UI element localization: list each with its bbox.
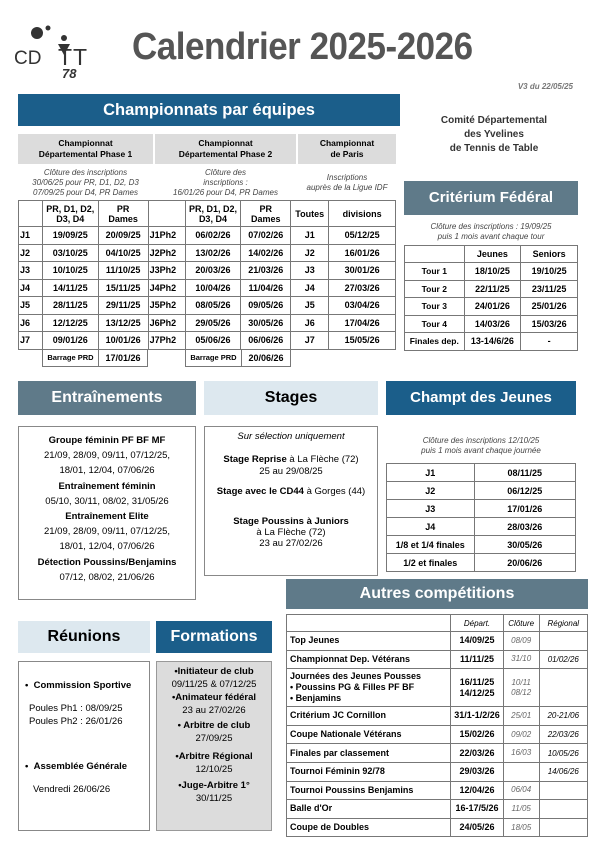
autres-cloture: 18/05 <box>503 818 539 837</box>
champ-cell: 29/05/26 <box>185 314 241 332</box>
champ-cell: 13/02/26 <box>185 244 241 262</box>
stages-subtitle: Sur sélection uniquement <box>237 431 345 442</box>
jeunes-row <box>387 554 576 572</box>
autres-dep: 12/04/26 <box>451 781 504 800</box>
reunion-1-line-2: Poules Ph2 : 26/01/26 <box>29 716 123 727</box>
stage-3-dates: 23 au 27/02/26 <box>259 538 323 549</box>
stage-1-place: à La Flèche (72) <box>286 454 359 465</box>
crit-cell: 15/03/26 <box>521 315 578 333</box>
champ-cell: J2 <box>291 244 329 262</box>
criterium-note: Clôture des inscriptions : 19/09/25 puis 1 mois avant chaque tour <box>430 222 552 241</box>
champ-cell: J4 <box>19 279 43 297</box>
autres-cloture <box>503 762 539 781</box>
formation-1-dates: 09/11/25 & 07/12/25 <box>171 679 257 690</box>
autres-row <box>287 800 588 819</box>
crit-row <box>405 280 578 298</box>
stage-1 <box>205 454 377 478</box>
autres-regional: 14/06/26 <box>539 762 587 781</box>
autres-dep: 14/09/25 <box>451 632 504 651</box>
champ-cell: 17/04/26 <box>329 314 396 332</box>
barrage-ph2-label: Barrage PRD <box>190 353 237 362</box>
jeunes-cell: J3 <box>387 500 475 518</box>
crit-cell: Tour 3 <box>405 298 465 316</box>
crit-row <box>405 298 578 316</box>
autres-table <box>286 614 588 837</box>
champ-cell: J7 <box>19 332 43 350</box>
formation-4-title: •Arbitre Régional <box>175 751 253 762</box>
bullet-icon: • <box>25 680 29 691</box>
champ-note-phase2: Clôture des inscriptions : 16/01/26 pour D4, PR Dames <box>173 168 278 197</box>
jeunes-cell: 06/12/25 <box>474 482 575 500</box>
autres-row <box>287 744 588 763</box>
champ-cell: J6Ph2 <box>148 314 185 332</box>
stages-box <box>204 426 378 576</box>
champ-cell: 11/04/26 <box>241 279 291 297</box>
entr-1-title: Groupe féminin PF BF MF <box>48 435 166 446</box>
jeunes-cell: 1/8 et 1/4 finales <box>387 536 475 554</box>
champ-header-row <box>19 201 396 227</box>
jeunes-row <box>387 464 576 482</box>
champ-cell: 09/05/26 <box>241 297 291 315</box>
autres-h3: Régional <box>539 615 587 632</box>
champ-h2: PR Dames <box>98 201 148 227</box>
champ-cell: 03/10/25 <box>42 244 98 262</box>
champ-cell: 06/06/26 <box>241 332 291 350</box>
crit-cell: Tour 4 <box>405 315 465 333</box>
championnats-banner: Championnats par équipes <box>18 94 400 126</box>
autres-cloture: 25/01 <box>503 707 539 726</box>
crit-row <box>405 333 578 351</box>
champ-cell: 16/01/26 <box>329 244 396 262</box>
crit-cell: 18/10/25 <box>464 263 521 281</box>
crit-cell: 19/10/25 <box>521 263 578 281</box>
autres-name: Coupe Nationale Vétérans <box>287 725 451 744</box>
champ-cell: 21/03/26 <box>241 262 291 280</box>
jeunes-row <box>387 500 576 518</box>
champ-barrage-row <box>42 349 396 367</box>
autres-name: Critérium JC Cornillon <box>287 707 451 726</box>
stage-2-title: Stage avec le CD44 <box>216 486 304 497</box>
champ-group-phase2: Championnat Départemental Phase 2 <box>155 134 296 164</box>
champ-group-phase1: Championnat Départemental Phase 1 <box>18 134 153 164</box>
reunion-2-line-1: Vendredi 26/06/26 <box>33 784 111 795</box>
autres-name: Top Jeunes <box>287 632 451 651</box>
champ-cell: J3 <box>291 262 329 280</box>
champ-cell: J1Ph2 <box>148 227 185 245</box>
entrainements-banner: Entraînements <box>18 381 196 415</box>
entr-3-title: Entraînement Elite <box>65 511 149 522</box>
entr-1-dates: 21/09, 28/09, 09/11, 07/12/25, 18/01, 12/04, 07/06/26 <box>43 450 171 476</box>
autres-cloture: 06/04 <box>503 781 539 800</box>
autres-row <box>287 632 588 651</box>
champ-cell: J1 <box>19 227 43 245</box>
crit-cell: - <box>521 333 578 351</box>
jeunes-cell: 08/11/25 <box>474 464 575 482</box>
entr-3-dates: 21/09, 28/09, 09/11, 07/12/25, 18/01, 12/04, 07/06/26 <box>43 526 171 552</box>
jeunes-cell: 20/06/26 <box>474 554 575 572</box>
autres-cloture: 08/09 <box>503 632 539 651</box>
barrage-ph2-box <box>185 349 291 367</box>
formations-banner: Formations <box>156 621 272 653</box>
champ-cell: 29/11/25 <box>98 297 148 315</box>
jeunes-cell: J1 <box>387 464 475 482</box>
champ-cell: 19/09/25 <box>42 227 98 245</box>
champ-h5: PR Dames <box>241 201 291 227</box>
champ-cell: 28/11/25 <box>42 297 98 315</box>
crit-cell: 22/11/25 <box>464 280 521 298</box>
jeunes-banner: Champt des Jeunes <box>386 381 576 415</box>
autres-dep: 16/11/25 14/12/25 <box>451 669 504 707</box>
stage-2-place: à Gorges (44) <box>303 486 366 497</box>
crit-cell: 14/03/26 <box>464 315 521 333</box>
reunion-1-line-1: Poules Ph1 : 08/09/25 <box>29 703 123 714</box>
champ-cell: 08/05/26 <box>185 297 241 315</box>
champ-cell: 10/10/25 <box>42 262 98 280</box>
reunion-2-title-text: Assemblée Générale <box>33 761 128 772</box>
criterium-table <box>404 245 578 351</box>
champ-row <box>19 314 396 332</box>
formation-5-title: •Juge-Arbitre 1° <box>178 780 250 791</box>
autres-banner: Autres compétitions <box>286 579 588 609</box>
champ-cell: J5 <box>291 297 329 315</box>
champ-row <box>19 227 396 245</box>
autres-dep: 29/03/26 <box>451 762 504 781</box>
version-label: V3 du 22/05/25 <box>517 82 573 91</box>
reunion-1-title-text: Commission Sportive <box>33 680 132 691</box>
crit-row <box>405 315 578 333</box>
champ-cell: 04/10/25 <box>98 244 148 262</box>
autres-dep: 31/1-1/2/26 <box>451 707 504 726</box>
stage-2 <box>205 486 377 498</box>
entrainements-box <box>18 426 196 600</box>
champ-cell: 15/11/25 <box>98 279 148 297</box>
champ-row <box>19 262 396 280</box>
autres-cloture: 31/10 <box>503 650 539 669</box>
champ-h7: divisions <box>329 201 396 227</box>
autres-regional: 20-21/06 <box>539 707 587 726</box>
formation-5-dates: 30/11/25 <box>195 793 233 804</box>
jeunes-row <box>387 518 576 536</box>
autres-name: Finales par classement <box>287 744 451 763</box>
autres-row <box>287 762 588 781</box>
autres-dep: 15/02/26 <box>451 725 504 744</box>
champ-cell: J5Ph2 <box>148 297 185 315</box>
stage-3-place: à La Flèche (72) <box>256 527 326 538</box>
champ-note-paris: Inscriptions auprès de la Ligue IDF <box>306 173 388 192</box>
crit-row <box>405 263 578 281</box>
autres-h2: Clôture <box>503 615 539 632</box>
champ-cell: J6 <box>291 314 329 332</box>
formation-1-title: •Initiateur de club <box>174 666 254 677</box>
autres-name: Coupe de Doubles <box>287 818 451 837</box>
autres-name: Balle d'Or <box>287 800 451 819</box>
autres-h0 <box>287 615 451 632</box>
reunions-box <box>18 661 150 831</box>
autres-row <box>287 781 588 800</box>
champ-cell: J7Ph2 <box>148 332 185 350</box>
barrage-ph1-box <box>42 349 148 367</box>
reunions-banner: Réunions <box>18 621 150 653</box>
formations-box <box>156 661 272 831</box>
champ-cell: 30/05/26 <box>241 314 291 332</box>
autres-name: Journées des Jeunes Pousses • Poussins PG & Filles PF BF • Benjamins <box>287 669 451 707</box>
jeunes-note: Clôture des inscriptions 12/10/25 puis 1 mois avant chaque journée <box>421 436 541 455</box>
champ-cell: 27/03/26 <box>329 279 396 297</box>
stage-1-title: Stage Reprise <box>223 454 287 465</box>
champ-cell: 05/12/25 <box>329 227 396 245</box>
autres-cloture: 09/02 <box>503 725 539 744</box>
reunion-1-title <box>25 680 131 691</box>
champ-cell: J2Ph2 <box>148 244 185 262</box>
champ-row <box>19 244 396 262</box>
champ-h0 <box>19 201 43 227</box>
autres-dep: 24/05/26 <box>451 818 504 837</box>
championnats-table <box>18 200 396 350</box>
champ-cell: 20/03/26 <box>185 262 241 280</box>
champ-cell: 09/01/26 <box>42 332 98 350</box>
autres-dep: 16-17/5/26 <box>451 800 504 819</box>
crit-cell: 25/01/26 <box>521 298 578 316</box>
champ-cell: 12/12/25 <box>42 314 98 332</box>
crit-cell: Tour 1 <box>405 263 465 281</box>
crit-h0 <box>405 246 465 263</box>
champ-group-paris: Championnat de Paris <box>298 134 396 164</box>
autres-name: Tournoi Féminin 92/78 <box>287 762 451 781</box>
autres-row <box>287 650 588 669</box>
champ-cell: 10/04/26 <box>185 279 241 297</box>
champ-h6: Toutes <box>291 201 329 227</box>
champ-row <box>19 332 396 350</box>
champ-cell: J1 <box>291 227 329 245</box>
page-title: Calendrier 2025-2026 <box>132 26 473 68</box>
autres-cloture: 16/03 <box>503 744 539 763</box>
champ-h1: PR, D1, D2, D3, D4 <box>42 201 98 227</box>
champ-cell: J7 <box>291 332 329 350</box>
champ-cell: 14/11/25 <box>42 279 98 297</box>
crit-cell: 23/11/25 <box>521 280 578 298</box>
champ-row <box>19 279 396 297</box>
stages-banner: Stages <box>204 381 378 415</box>
autres-regional: 01/02/26 <box>539 650 587 669</box>
barrage-ph1-label: Barrage PRD <box>47 353 94 362</box>
logo <box>14 22 94 80</box>
champ-row <box>19 297 396 315</box>
jeunes-cell: J4 <box>387 518 475 536</box>
autres-name: Championnat Dep. Vétérans <box>287 650 451 669</box>
autres-name: Tournoi Poussins Benjamins <box>287 781 451 800</box>
entr-2-title: Entraînement féminin <box>58 481 156 492</box>
autres-regional <box>539 669 587 707</box>
autres-dep: 11/11/25 <box>451 650 504 669</box>
autres-row <box>287 707 588 726</box>
crit-cell: 13-14/6/26 <box>464 333 521 351</box>
champ-cell: 14/02/26 <box>241 244 291 262</box>
committee-line-2: des Yvelines <box>464 129 524 140</box>
autres-regional: 22/03/26 <box>539 725 587 744</box>
logo-number: 78 <box>62 66 77 81</box>
autres-row <box>287 669 588 707</box>
jeunes-cell: J2 <box>387 482 475 500</box>
autres-row <box>287 818 588 837</box>
formation-3-title: • Arbitre de club <box>177 720 251 731</box>
jeunes-cell: 28/03/26 <box>474 518 575 536</box>
champ-cell: 30/01/26 <box>329 262 396 280</box>
formation-3-dates: 27/09/25 <box>195 733 233 744</box>
committee-line-3: de Tennis de Table <box>449 143 539 154</box>
champ-cell: J3Ph2 <box>148 262 185 280</box>
entr-2-dates: 05/10, 30/11, 08/02, 31/05/26 <box>45 496 169 507</box>
champ-cell: 06/02/26 <box>185 227 241 245</box>
champ-cell: J4 <box>291 279 329 297</box>
barrage-ph1-date: 17/01/26 <box>98 350 147 366</box>
champ-cell: J2 <box>19 244 43 262</box>
jeunes-cell: 30/05/26 <box>474 536 575 554</box>
entr-4-title: Détection Poussins/Benjamins <box>37 557 177 568</box>
committee-line-1: Comité Départemental <box>440 115 548 126</box>
champ-cell: J3 <box>19 262 43 280</box>
logo-text-cd: CD <box>14 48 42 69</box>
autres-cloture: 10/11 08/12 <box>503 669 539 707</box>
champ-cell: 03/04/26 <box>329 297 396 315</box>
autres-regional <box>539 800 587 819</box>
champ-cell: 10/01/26 <box>98 332 148 350</box>
formation-2-dates: 23 au 27/02/26 <box>182 705 246 716</box>
committee-name <box>408 114 580 156</box>
jeunes-row <box>387 482 576 500</box>
entr-4-dates: 07/12, 08/02, 21/06/26 <box>59 572 155 583</box>
autres-regional <box>539 818 587 837</box>
bullet-icon: • <box>25 761 29 772</box>
logo-text-tt: TT <box>58 44 89 70</box>
stage-1-dates: 25 au 29/08/25 <box>259 466 323 477</box>
autres-cloture: 11/05 <box>503 800 539 819</box>
champ-cell: 20/09/25 <box>98 227 148 245</box>
crit-cell: Finales dep. <box>405 333 465 351</box>
champ-h3 <box>148 201 185 227</box>
champ-h4: PR, D1, D2, D3, D4 <box>185 201 241 227</box>
formation-4-dates: 12/10/25 <box>195 764 233 775</box>
formation-2-title: •Animateur fédéral <box>171 692 257 703</box>
stage-3-title: Stage Poussins à Juniors <box>233 516 349 527</box>
autres-dep: 22/03/26 <box>451 744 504 763</box>
jeunes-cell: 1/2 et finales <box>387 554 475 572</box>
champ-cell: 07/02/26 <box>241 227 291 245</box>
jeunes-row <box>387 536 576 554</box>
autres-row <box>287 725 588 744</box>
champ-cell: J5 <box>19 297 43 315</box>
champ-cell: 05/06/26 <box>185 332 241 350</box>
champ-cell: 11/10/25 <box>98 262 148 280</box>
autres-regional <box>539 632 587 651</box>
champ-cell: 13/12/25 <box>98 314 148 332</box>
autres-regional <box>539 781 587 800</box>
criterium-banner: Critérium Fédéral <box>404 181 578 215</box>
crit-h1: Jeunes <box>464 246 521 263</box>
autres-header-row <box>287 615 588 632</box>
jeunes-table <box>386 463 576 572</box>
crit-cell: Tour 2 <box>405 280 465 298</box>
crit-h2: Seniors <box>521 246 578 263</box>
crit-header-row <box>405 246 578 263</box>
autres-regional: 10/05/26 <box>539 744 587 763</box>
champ-cell: J4Ph2 <box>148 279 185 297</box>
champ-note-phase1: Clôture des inscriptions 30/06/25 pour PR, D1, D2, D3 07/09/25 pour D4, PR Dames <box>32 168 139 197</box>
stage-3 <box>205 516 377 549</box>
barrage-ph2-date: 20/06/26 <box>241 350 290 366</box>
crit-cell: 24/01/26 <box>464 298 521 316</box>
autres-h1: Départ. <box>451 615 504 632</box>
champ-cell: J6 <box>19 314 43 332</box>
champ-cell: 15/05/26 <box>329 332 396 350</box>
jeunes-cell: 17/01/26 <box>474 500 575 518</box>
reunion-2-title <box>25 761 127 772</box>
